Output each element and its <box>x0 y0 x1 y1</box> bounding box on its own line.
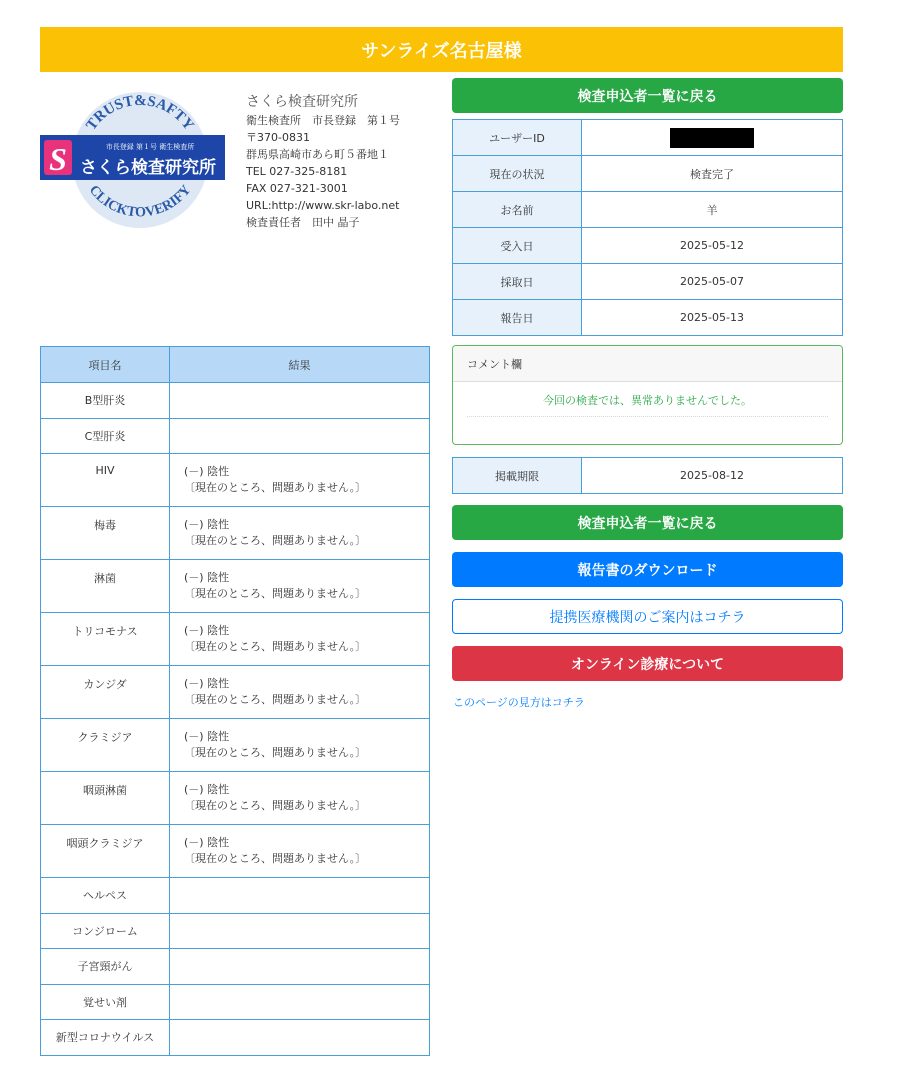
result-value <box>170 560 430 613</box>
result-item-name: 咽頭クラミジア <box>41 825 170 878</box>
download-report-button[interactable]: 報告書のダウンロード <box>452 552 843 587</box>
result-item-name: HIV <box>41 454 170 507</box>
expiry-value: 2025-08-12 <box>582 458 843 494</box>
collected-date-label: 採取日 <box>453 264 582 300</box>
back-to-list-button-bottom[interactable]: 検査申込者一覧に戻る <box>452 505 843 540</box>
received-date-value: 2025-05-12 <box>582 228 843 264</box>
result-status: (－) 陰性 <box>184 624 230 637</box>
applicant-info-table <box>452 119 843 336</box>
result-row <box>41 949 430 985</box>
result-status: (－) 陰性 <box>184 836 230 849</box>
comment-text: 今回の検査では、異常ありませんでした。 <box>467 392 828 417</box>
status-label: 現在の状況 <box>453 156 582 192</box>
result-value <box>170 507 430 560</box>
lab-tel: TEL 027-325-8181 <box>246 165 348 178</box>
redacted-block <box>670 128 754 148</box>
result-value <box>170 454 430 507</box>
online-consultation-button[interactable]: オンライン診療について <box>452 646 843 681</box>
result-item-name: C型肝炎 <box>41 418 170 454</box>
results-table <box>40 346 430 1056</box>
lab-manager: 検査責任者 田中 晶子 <box>246 216 360 229</box>
results-header-row <box>41 347 430 383</box>
result-item-name: 新型コロナウイルス <box>41 1020 170 1056</box>
result-row <box>41 772 430 825</box>
page-title: サンライズ名古屋様 <box>361 40 522 62</box>
comment-title: コメント欄 <box>453 346 842 382</box>
status-value: 検査完了 <box>582 156 843 192</box>
result-value <box>170 383 430 419</box>
logo-name: さくら検査研究所 <box>80 158 216 178</box>
expiry-table <box>452 457 843 494</box>
result-row <box>41 507 430 560</box>
received-date-label: 受入日 <box>453 228 582 264</box>
result-row <box>41 418 430 454</box>
result-item-name: 淋菌 <box>41 560 170 613</box>
info-row-received <box>453 228 843 264</box>
result-row <box>41 719 430 772</box>
result-value <box>170 878 430 914</box>
result-row <box>41 984 430 1020</box>
result-row <box>41 666 430 719</box>
result-value <box>170 613 430 666</box>
result-row <box>41 454 430 507</box>
result-row <box>41 613 430 666</box>
result-item-name: B型肝炎 <box>41 383 170 419</box>
lab-info <box>246 92 446 231</box>
lab-fax: FAX 027-321-3001 <box>246 182 348 195</box>
result-status: (－) 陰性 <box>184 783 230 796</box>
info-row-collected <box>453 264 843 300</box>
lab-address: 群馬県高崎市あら町５番地１ <box>246 148 389 161</box>
result-item-name: 子宮頸がん <box>41 949 170 985</box>
result-status: (－) 陰性 <box>184 465 230 478</box>
result-value <box>170 719 430 772</box>
result-row <box>41 560 430 613</box>
results-header-item: 項目名 <box>41 347 170 383</box>
results-body <box>41 383 430 1056</box>
how-to-read-link[interactable]: このページの見方はコチラ <box>453 696 585 709</box>
result-note: 〔現在のところ、問題ありません。〕 <box>184 852 367 865</box>
page-title-banner <box>40 27 843 72</box>
result-item-name: 梅毒 <box>41 507 170 560</box>
lab-logo <box>40 90 240 230</box>
result-item-name: 覚せい剤 <box>41 984 170 1020</box>
result-row <box>41 878 430 914</box>
result-note: 〔現在のところ、問題ありません。〕 <box>184 534 367 547</box>
result-value <box>170 949 430 985</box>
result-value <box>170 418 430 454</box>
result-value <box>170 984 430 1020</box>
result-value <box>170 825 430 878</box>
report-date-value: 2025-05-13 <box>582 300 843 336</box>
result-row <box>41 1020 430 1056</box>
lab-postal: 〒370-0831 <box>246 131 310 144</box>
back-to-list-button-top[interactable]: 検査申込者一覧に戻る <box>452 78 843 113</box>
result-status: (－) 陰性 <box>184 677 230 690</box>
results-header-result: 結果 <box>170 347 430 383</box>
user-id-value <box>582 120 843 156</box>
info-row-status <box>453 156 843 192</box>
result-item-name: コンジローム <box>41 913 170 949</box>
result-value <box>170 666 430 719</box>
logo-registration: 市長登録 第１号 衛生検査所 <box>105 143 195 151</box>
result-status: (－) 陰性 <box>184 518 230 531</box>
collected-date-value: 2025-05-07 <box>582 264 843 300</box>
result-item-name: カンジダ <box>41 666 170 719</box>
name-value: 羊 <box>582 192 843 228</box>
result-value <box>170 772 430 825</box>
result-item-name: トリコモナス <box>41 613 170 666</box>
result-value <box>170 913 430 949</box>
comment-box <box>452 345 843 445</box>
expiry-row <box>453 458 843 494</box>
result-status: (－) 陰性 <box>184 571 230 584</box>
logo-arc-bottom: CLICKTOVERIFY <box>85 182 195 221</box>
result-note: 〔現在のところ、問題ありません。〕 <box>184 746 367 759</box>
result-value <box>170 1020 430 1056</box>
lab-name: さくら検査研究所 <box>246 94 358 110</box>
result-note: 〔現在のところ、問題ありません。〕 <box>184 693 367 706</box>
result-row <box>41 913 430 949</box>
result-status: (－) 陰性 <box>184 730 230 743</box>
result-note: 〔現在のところ、問題ありません。〕 <box>184 587 367 600</box>
result-row <box>41 383 430 419</box>
partner-clinics-button[interactable]: 提携医療機関のご案内はコチラ <box>452 599 843 634</box>
logo-mark: S <box>49 141 67 177</box>
info-row-user-id <box>453 120 843 156</box>
lab-registration: 衛生検査所 市長登録 第１号 <box>246 114 400 127</box>
expiry-label: 掲載期限 <box>453 458 582 494</box>
result-item-name: クラミジア <box>41 719 170 772</box>
lab-url: URL:http://www.skr-labo.net <box>246 199 400 212</box>
name-label: お名前 <box>453 192 582 228</box>
result-item-name: 咽頭淋菌 <box>41 772 170 825</box>
result-note: 〔現在のところ、問題ありません。〕 <box>184 799 367 812</box>
logo-arc-top: TRUST&SAFTY <box>83 92 197 134</box>
info-row-report <box>453 300 843 336</box>
result-row <box>41 825 430 878</box>
result-note: 〔現在のところ、問題ありません。〕 <box>184 640 367 653</box>
report-date-label: 報告日 <box>453 300 582 336</box>
info-row-name <box>453 192 843 228</box>
result-item-name: ヘルペス <box>41 878 170 914</box>
result-note: 〔現在のところ、問題ありません。〕 <box>184 481 367 494</box>
user-id-label: ユーザーID <box>453 120 582 156</box>
